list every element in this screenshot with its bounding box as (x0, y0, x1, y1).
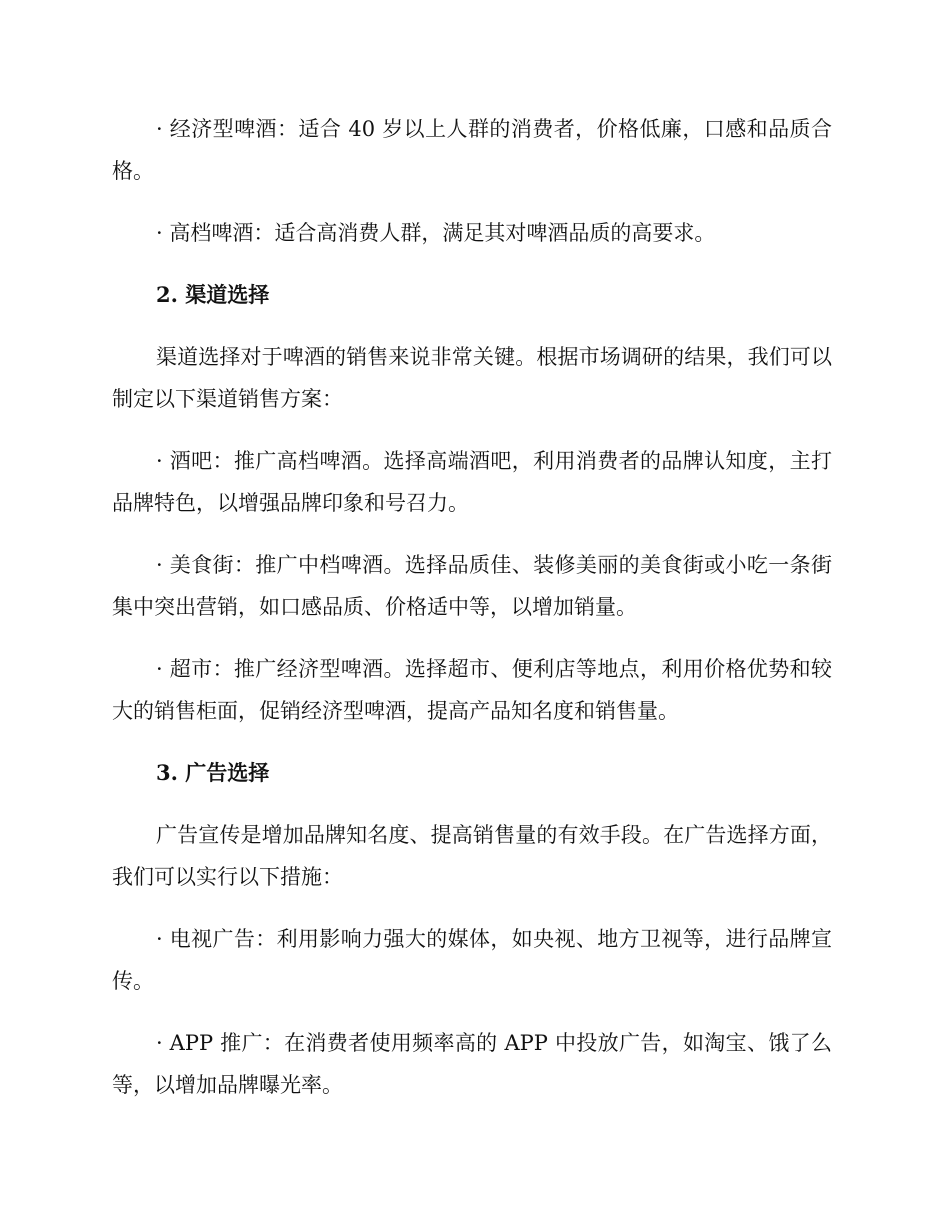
bullet-app-promotion: · APP 推广：在消费者使用频率高的 APP 中投放广告，如淘宝、饿了么等，以增加品牌曝光率。 (112, 1031, 832, 1097)
bullet-bar-channel: · 酒吧：推广高档啤酒。选择高端酒吧，利用消费者的品牌认知度，主打品牌特色，以增强品牌印象和号召力。 (112, 449, 832, 515)
section-heading-advertising: 3. 广告选择 (156, 760, 270, 785)
bullet-supermarket-channel: · 超市：推广经济型啤酒。选择超市、便利店等地点，利用价格优势和较大的销售柜面，促销经济型啤酒，提高产品知名度和销售量。 (112, 657, 832, 723)
bullet-premium-beer: · 高档啤酒：适合高消费人群，满足其对啤酒品质的高要求。 (156, 221, 716, 245)
section-heading-channel: 2. 渠道选择 (156, 282, 270, 307)
bullet-economy-beer: · 经济型啤酒：适合 40 岁以上人群的消费者，价格低廉，口感和品质合格。 (112, 117, 832, 183)
advertising-intro-paragraph: 广告宣传是增加品牌知名度、提高销售量的有效手段。在广告选择方面，我们可以实行以下措施： (112, 823, 832, 889)
bullet-food-street-channel: · 美食街：推广中档啤酒。选择品质佳、装修美丽的美食街或小吃一条街集中突出营销，如口感品质、价格适中等，以增加销量。 (112, 553, 832, 619)
bullet-tv-ad: · 电视广告：利用影响力强大的媒体，如央视、地方卫视等，进行品牌宣传。 (112, 927, 832, 993)
channel-intro-paragraph: 渠道选择对于啤酒的销售来说非常关键。根据市场调研的结果，我们可以制定以下渠道销售方案： (112, 345, 832, 411)
document-body (112, 108, 832, 1126)
